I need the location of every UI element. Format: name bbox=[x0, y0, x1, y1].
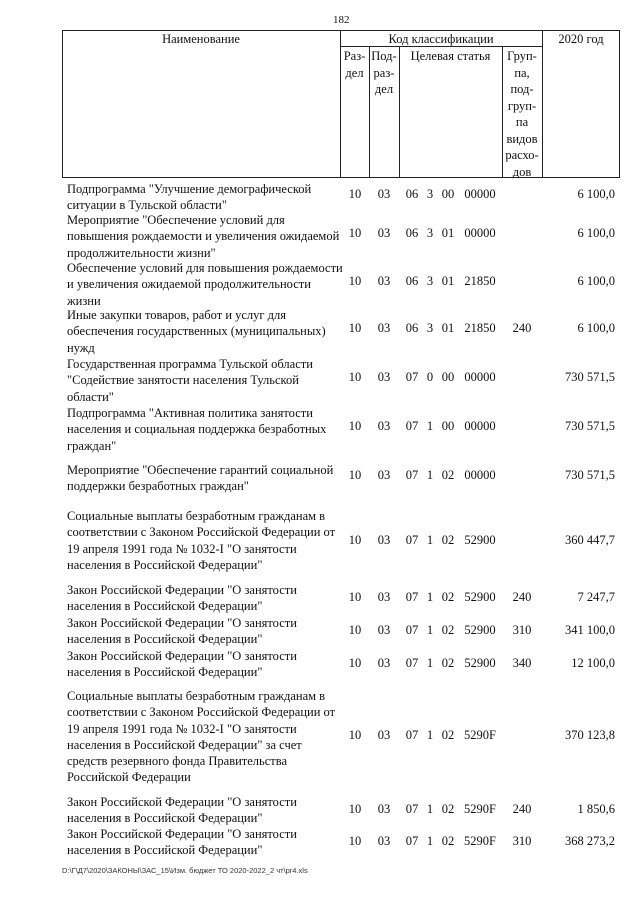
row-subprogram: 3 bbox=[426, 321, 434, 335]
row-amount: 6 100,0 bbox=[577, 321, 615, 335]
header-divider bbox=[542, 30, 543, 178]
row-razdel: 10 bbox=[348, 187, 362, 201]
row-event: 02 bbox=[441, 533, 455, 547]
header-group: Груп- па, под- груп- па видов расхо- дов bbox=[505, 49, 539, 179]
row-podrazdel: 03 bbox=[377, 802, 391, 816]
row-subprogram: 3 bbox=[426, 274, 434, 288]
row-program: 07 bbox=[405, 834, 419, 848]
row-podrazdel: 03 bbox=[377, 321, 391, 335]
row-razdel: 10 bbox=[348, 419, 362, 433]
file-path-footer: D:\Г\Д7\2020\ЗАКОНЫ\ЗАС_15\Изм. бюджет ТО 2020-2022_2 чт\pr4.xls bbox=[62, 866, 308, 875]
row-razdel: 10 bbox=[348, 370, 362, 384]
row-direction: 00000 bbox=[464, 226, 496, 240]
row-event: 02 bbox=[441, 802, 455, 816]
row-direction: 00000 bbox=[464, 419, 496, 433]
row-subprogram: 1 bbox=[426, 728, 434, 742]
row-direction: 00000 bbox=[464, 468, 496, 482]
row-group: 240 bbox=[512, 321, 532, 335]
row-razdel: 10 bbox=[348, 274, 362, 288]
row-podrazdel: 03 bbox=[377, 468, 391, 482]
row-direction: 52900 bbox=[464, 590, 496, 604]
row-event: 02 bbox=[441, 590, 455, 604]
row-program: 07 bbox=[405, 370, 419, 384]
row-name: Подпрограмма "Улучшение демографической ситуации в Тульской области" bbox=[67, 182, 312, 213]
header-divider bbox=[399, 46, 400, 178]
row-program: 07 bbox=[405, 728, 419, 742]
row-subprogram: 1 bbox=[426, 802, 434, 816]
row-amount: 730 571,5 bbox=[565, 468, 615, 482]
row-name: Обеспечение условий для повышения рождаемости и увеличения ожидаемой продолжительности жизни bbox=[67, 261, 343, 308]
row-name: Подпрограмма "Активная политика занятости населения и социальная поддержка безработных граждан" bbox=[67, 406, 327, 453]
row-razdel: 10 bbox=[348, 834, 362, 848]
row-direction: 5290F bbox=[464, 728, 496, 742]
row-group: 310 bbox=[512, 623, 532, 637]
row-program: 07 bbox=[405, 802, 419, 816]
row-razdel: 10 bbox=[348, 468, 362, 482]
row-direction: 21850 bbox=[464, 321, 496, 335]
row-event: 02 bbox=[441, 656, 455, 670]
row-group: 310 bbox=[512, 834, 532, 848]
row-amount: 1 850,6 bbox=[577, 802, 615, 816]
row-subprogram: 1 bbox=[426, 623, 434, 637]
row-amount: 6 100,0 bbox=[577, 226, 615, 240]
row-podrazdel: 03 bbox=[377, 187, 391, 201]
row-name: Закон Российской Федерации "О занятости населения в Российской Федерации" bbox=[67, 616, 297, 647]
table-row bbox=[0, 260, 640, 310]
row-direction: 21850 bbox=[464, 274, 496, 288]
row-subprogram: 1 bbox=[426, 590, 434, 604]
table-row bbox=[0, 462, 640, 502]
table-row bbox=[0, 508, 640, 588]
row-direction: 00000 bbox=[464, 370, 496, 384]
row-razdel: 10 bbox=[348, 533, 362, 547]
row-program: 07 bbox=[405, 468, 419, 482]
header-razdel: Раз- дел bbox=[343, 49, 366, 80]
row-name: Мероприятие "Обеспечение гарантий социальной поддержки безработных граждан" bbox=[67, 463, 334, 494]
row-subprogram: 1 bbox=[426, 419, 434, 433]
row-amount: 6 100,0 bbox=[577, 274, 615, 288]
table-row bbox=[0, 826, 640, 860]
row-event: 00 bbox=[441, 187, 455, 201]
row-direction: 5290F bbox=[464, 802, 496, 816]
table-row bbox=[0, 615, 640, 649]
row-event: 02 bbox=[441, 728, 455, 742]
row-razdel: 10 bbox=[348, 623, 362, 637]
row-program: 06 bbox=[405, 274, 419, 288]
row-event: 02 bbox=[441, 468, 455, 482]
table-row bbox=[0, 212, 640, 262]
row-direction: 52900 bbox=[464, 623, 496, 637]
row-name: Закон Российской Федерации "О занятости населения в Российской Федерации" bbox=[67, 583, 297, 614]
row-direction: 52900 bbox=[464, 656, 496, 670]
table-row bbox=[0, 688, 640, 788]
row-podrazdel: 03 bbox=[377, 623, 391, 637]
row-event: 01 bbox=[441, 321, 455, 335]
row-program: 07 bbox=[405, 590, 419, 604]
row-subprogram: 3 bbox=[426, 187, 434, 201]
row-name: Закон Российской Федерации "О занятости населения в Российской Федерации" bbox=[67, 649, 297, 680]
table-row bbox=[0, 582, 640, 616]
row-event: 00 bbox=[441, 419, 455, 433]
row-event: 01 bbox=[441, 274, 455, 288]
row-program: 06 bbox=[405, 226, 419, 240]
row-razdel: 10 bbox=[348, 728, 362, 742]
table-row bbox=[0, 356, 640, 406]
row-name: Социальные выплаты безработным гражданам в соответствии с Законом Российской Федерации от 19 апреля 1991 года № 1032-I "О занятости населения в Российской Федерации" за счет средств резервного фонда Правительства Российской Федерации bbox=[67, 689, 336, 785]
row-amount: 7 247,7 bbox=[577, 590, 615, 604]
row-subprogram: 1 bbox=[426, 533, 434, 547]
row-event: 01 bbox=[441, 226, 455, 240]
row-amount: 368 273,2 bbox=[565, 834, 615, 848]
header-name: Наименование bbox=[162, 32, 240, 46]
row-program: 07 bbox=[405, 656, 419, 670]
row-podrazdel: 03 bbox=[377, 728, 391, 742]
row-name: Закон Российской Федерации "О занятости населения в Российской Федерации" bbox=[67, 795, 297, 826]
row-podrazdel: 03 bbox=[377, 656, 391, 670]
header-year: 2020 год bbox=[558, 32, 604, 46]
row-name: Иные закупки товаров, работ и услуг для обеспечения государственных (муниципальных) нужд bbox=[67, 308, 326, 355]
row-program: 07 bbox=[405, 623, 419, 637]
row-subprogram: 3 bbox=[426, 226, 434, 240]
header-target: Целевая статья bbox=[410, 49, 491, 63]
row-event: 02 bbox=[441, 834, 455, 848]
row-name: Мероприятие "Обеспечение условий для повышения рождаемости и увеличения ожидаемой продолжительности жизни" bbox=[67, 213, 340, 260]
row-razdel: 10 bbox=[348, 590, 362, 604]
row-name: Закон Российской Федерации "О занятости населения в Российской Федерации" bbox=[67, 827, 297, 858]
header-podrazdel: Под- раз- дел bbox=[371, 49, 397, 96]
page-number: 182 bbox=[333, 14, 350, 26]
row-subprogram: 0 bbox=[426, 370, 434, 384]
row-group: 340 bbox=[512, 656, 532, 670]
row-event: 00 bbox=[441, 370, 455, 384]
row-subprogram: 1 bbox=[426, 656, 434, 670]
row-podrazdel: 03 bbox=[377, 226, 391, 240]
row-amount: 341 100,0 bbox=[565, 623, 615, 637]
row-amount: 12 100,0 bbox=[571, 656, 615, 670]
row-podrazdel: 03 bbox=[377, 370, 391, 384]
row-program: 07 bbox=[405, 533, 419, 547]
row-razdel: 10 bbox=[348, 802, 362, 816]
row-direction: 52900 bbox=[464, 533, 496, 547]
row-podrazdel: 03 bbox=[377, 419, 391, 433]
row-group: 240 bbox=[512, 590, 532, 604]
row-amount: 370 123,8 bbox=[565, 728, 615, 742]
row-subprogram: 1 bbox=[426, 834, 434, 848]
row-group: 240 bbox=[512, 802, 532, 816]
row-name: Государственная программа Тульской области "Содействие занятости населения Тульской области" bbox=[67, 357, 313, 404]
row-amount: 360 447,7 bbox=[565, 533, 615, 547]
table-row bbox=[0, 307, 640, 357]
header-code: Код классификации bbox=[388, 32, 494, 46]
row-podrazdel: 03 bbox=[377, 533, 391, 547]
row-razdel: 10 bbox=[348, 656, 362, 670]
row-razdel: 10 bbox=[348, 226, 362, 240]
row-amount: 730 571,5 bbox=[565, 370, 615, 384]
table-row bbox=[0, 648, 640, 682]
row-program: 06 bbox=[405, 187, 419, 201]
row-amount: 730 571,5 bbox=[565, 419, 615, 433]
row-program: 06 bbox=[405, 321, 419, 335]
row-amount: 6 100,0 bbox=[577, 187, 615, 201]
table-row bbox=[0, 794, 640, 828]
row-direction: 00000 bbox=[464, 187, 496, 201]
row-name: Социальные выплаты безработным гражданам в соответствии с Законом Российской Федерации от 19 апреля 1991 года № 1032-I "О занятости населения в Российской Федерации" bbox=[67, 509, 336, 572]
row-program: 07 bbox=[405, 419, 419, 433]
row-direction: 5290F bbox=[464, 834, 496, 848]
row-podrazdel: 03 bbox=[377, 590, 391, 604]
row-podrazdel: 03 bbox=[377, 274, 391, 288]
row-subprogram: 1 bbox=[426, 468, 434, 482]
row-podrazdel: 03 bbox=[377, 834, 391, 848]
table-row bbox=[0, 405, 640, 455]
row-razdel: 10 bbox=[348, 321, 362, 335]
row-event: 02 bbox=[441, 623, 455, 637]
